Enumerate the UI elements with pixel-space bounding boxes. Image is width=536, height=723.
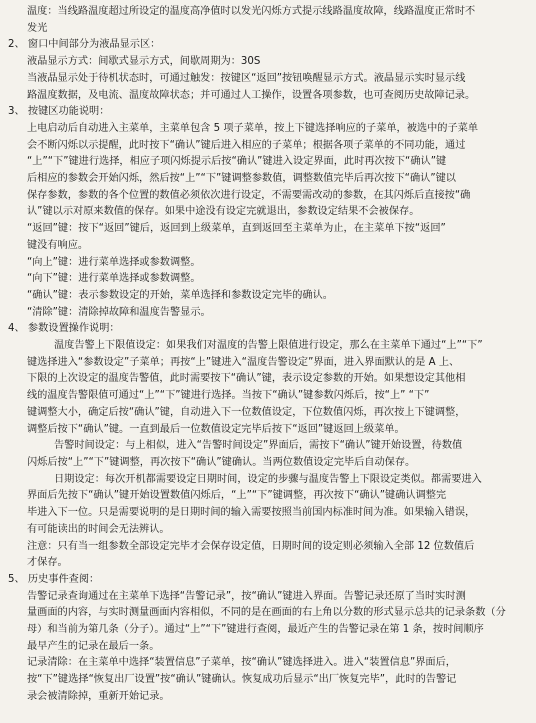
text-line: 日期设定：每次开机都需要设定日期时间，设定的步骤与温度告警上下限设定类似。都需要进入 <box>54 473 482 485</box>
text-line: 线的温度告警限值可通过“上”“下”键进行选择。当按下“确认”键参数闪烁后，按“上” “下” <box>27 390 430 402</box>
section-heading: 4、 参数设置操作说明： <box>8 323 120 335</box>
text-line: 按“下”键选择“恢复出厂设置”按“确认”键确认。恢复成功后显示“出厂恢复完毕”，此时的告警记 <box>27 674 457 686</box>
text-line: 记录清除：在主菜单中选择“装置信息”子菜单，按“确认”键选择进入。进入“装置信息”界面后， <box>27 657 456 669</box>
text-line: 路温度数据，及电流、温度故障状态；并可通过人工操作，设置各项参数，也可查阅历史故障记录。 <box>27 89 476 101</box>
text-line: 会不断闪烁以示提醒，此时按下“确认”键后进入相应的子菜单；根据各项子菜单的不同功能，通过 <box>27 139 466 151</box>
text-line: 发光 <box>27 22 48 34</box>
text-line: 有可能读出的时间会无法辨认。 <box>27 523 170 535</box>
text-line: 录会被清除掉，重新开始记录。 <box>27 690 170 702</box>
section-heading: 3、 按键区功能说明： <box>8 106 110 118</box>
text-line: “上”“下”键进行选择，相应子项闪烁提示后按“确认”键进入设定界面，此时再次按下“确认”键 <box>27 156 447 168</box>
section-heading: 5、 历史事件查阅： <box>8 573 100 585</box>
text-line: 键选择进入“参数设定”子菜单；再按“上”键进入“温度告警设定”界面，进入界面默认的是 A 上、 <box>27 356 460 368</box>
section-heading: 2、 窗口中间部分为液晶显示区： <box>8 39 161 51</box>
text-line: 键调整大小，确定后按“确认”键，自动进入下一位数值设定，下位数值闪烁，再次按上下键调整， <box>27 406 466 418</box>
text-line: 母）和当前为第几条（分子）。通过“上”“下”键进行查阅，最近产生的告警记录在第 1 条，按时间顺序 <box>27 624 484 636</box>
text-line: 告警时间设定：与上相似，进入“告警时间设定”界面后，需按下“确认”键开始设置，待数值 <box>54 440 463 452</box>
text-line: 最早产生的记录在最后一条。 <box>27 640 160 652</box>
text-line: 告警记录查询通过在主菜单下选择“告警记录”，按“确认”键进入界面。告警记录还原了当时实时测 <box>27 590 466 602</box>
text-line: 毕进入下一位。只是需要说明的是日期时间的输入需要按照当前国内标准时间为准。如果输入错误， <box>27 507 476 519</box>
text-line: 键没有响应。 <box>27 239 89 251</box>
text-line: 温度：当线路温度超过所设定的温度高净值时以发光闪烁方式提示线路温度故障，线路温度正常时不 <box>27 6 476 17</box>
text-line: 上电启动后自动进入主菜单，主菜单包含 5 项子菜单，按上下键选择响应的子菜单，被选中的子菜单 <box>27 122 479 134</box>
text-line: 后相应的参数会开始闪烁，然后按“上”“下”键调整参数值，调整数值完毕后再次按下“确认”键以 <box>27 173 456 185</box>
text-line: “清除”键：清除掉故障和温度告警显示。 <box>27 306 211 318</box>
text-line: 闪烁后按“上”“下”键调整，再次按下“确认”键确认。当两位数值设定完毕后自动保存。 <box>27 456 416 468</box>
text-line: 才保存。 <box>27 557 68 569</box>
text-line: 量画面的内容，与实时测量画面内容相似，不同的是在画面的右上角以分数的形式显示总共的记录条数（分 <box>27 607 506 619</box>
text-line: 保存参数，参数的各个位置的数值必须依次进行设定，不需要需改动的参数，在其闪烁后直接按“确 <box>27 189 471 201</box>
text-line: 温度告警上下限值设定：如果我们对温度的告警上限值进行设定，那么在主菜单下通过“上”“下” <box>54 340 483 352</box>
text-line: 液晶显示方式：间歇式显示方式，间歇周期为：30S <box>27 56 261 68</box>
text-line: “确认”键：表示参数设定的开始，菜单选择和参数设定完毕的确认。 <box>27 289 333 301</box>
text-line: 界面后先按下“确认”键开始设置数值闪烁后，“上”“下”键调整，再次按下“确认”键确认调整完 <box>27 490 447 502</box>
text-line: “返回”键：按下“返回”键后，返回到上级菜单，直到返回至主菜单为止，在主菜单下按“返回” <box>27 223 446 235</box>
text-line: “向下”键：进行菜单选择或参数调整。 <box>27 273 201 285</box>
text-line: 注意：只有当一组参数全部设定完毕才会保存设定值，日期时间的设定则必须输入全部 12 位数值后 <box>27 540 475 552</box>
text-line: “向上”键：进行菜单选择或参数调整。 <box>27 256 201 268</box>
text-line: 调整后按下“确认”键。一直到最后一位数值设定完毕后按下“返回”键返回上级菜单。 <box>27 423 405 435</box>
text-line: 当液晶显示处于待机状态时，可通过触发：按键区“返回”按钮唤醒显示方式。液晶显示实时显示线 <box>27 72 466 84</box>
text-line: 认”键以示对原来数值的保存。如果中途没有设定完就退出，参数设定结果不会被保存。 <box>27 206 420 218</box>
text-line: 下限的上次设定的温度告警值，此时需要按下“确认”键，表示设定参数的开始。如果想设定其他相 <box>27 373 466 385</box>
